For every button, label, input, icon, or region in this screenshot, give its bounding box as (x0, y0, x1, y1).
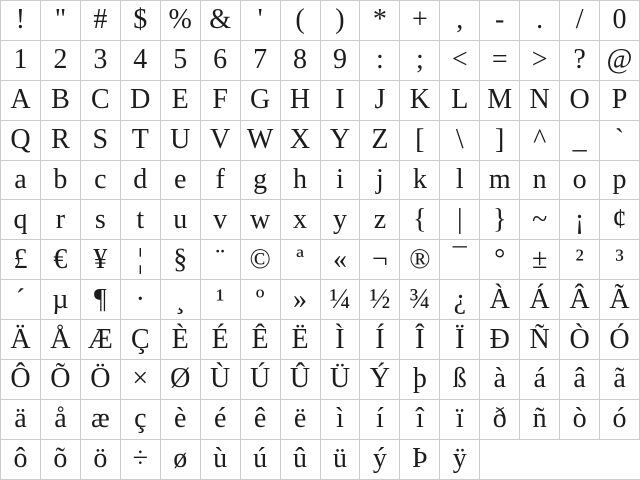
glyph-cell[interactable]: Î (400, 320, 440, 360)
glyph-cell[interactable]: T (121, 121, 161, 161)
glyph-cell[interactable]: Y (321, 121, 361, 161)
glyph-cell[interactable]: » (281, 280, 321, 320)
glyph-cell[interactable]: ê (241, 400, 281, 440)
glyph-cell[interactable]: ø (161, 440, 201, 480)
glyph-cell[interactable]: ß (440, 360, 480, 400)
glyph-cell[interactable]: Ã (600, 280, 640, 320)
glyph-cell[interactable]: p (600, 161, 640, 201)
glyph-cell[interactable]: h (281, 161, 321, 201)
glyph-cell[interactable]: o (560, 161, 600, 201)
glyph-cell[interactable]: j (360, 161, 400, 201)
glyph-cell[interactable]: z (360, 200, 400, 240)
glyph-cell[interactable]: a (1, 161, 41, 201)
glyph-cell[interactable]: ã (600, 360, 640, 400)
glyph-cell[interactable]: Ñ (520, 320, 560, 360)
glyph-cell[interactable]: @ (600, 41, 640, 81)
glyph-cell[interactable]: d (121, 161, 161, 201)
glyph-cell[interactable]: ¸ (161, 280, 201, 320)
glyph-cell[interactable]: © (241, 240, 281, 280)
glyph-cell[interactable]: à (480, 360, 520, 400)
glyph-cell[interactable]: ò (560, 400, 600, 440)
glyph-cell[interactable]: t (121, 200, 161, 240)
glyph-cell[interactable]: ¿ (440, 280, 480, 320)
glyph-cell[interactable]: 0 (600, 1, 640, 41)
glyph-cell[interactable]: q (1, 200, 41, 240)
glyph-cell[interactable]: n (520, 161, 560, 201)
glyph-cell[interactable]: ¬ (360, 240, 400, 280)
glyph-cell[interactable]: ¹ (201, 280, 241, 320)
glyph-cell[interactable]: Z (360, 121, 400, 161)
glyph-cell[interactable]: ¢ (600, 200, 640, 240)
glyph-cell[interactable]: > (520, 41, 560, 81)
glyph-cell[interactable]: _ (560, 121, 600, 161)
glyph-cell[interactable]: Ù (201, 360, 241, 400)
glyph-cell[interactable]: £ (1, 240, 41, 280)
glyph-cell[interactable]: º (241, 280, 281, 320)
glyph-cell[interactable]: % (161, 1, 201, 41)
glyph-cell[interactable]: ó (600, 400, 640, 440)
glyph-cell[interactable]: × (121, 360, 161, 400)
glyph-cell[interactable]: Ê (241, 320, 281, 360)
glyph-cell[interactable]: < (440, 41, 480, 81)
glyph-cell[interactable]: ô (1, 440, 41, 480)
glyph-cell[interactable]: · (121, 280, 161, 320)
glyph-cell[interactable]: : (360, 41, 400, 81)
glyph-cell[interactable]: ë (281, 400, 321, 440)
glyph-cell[interactable]: Ë (281, 320, 321, 360)
glyph-cell[interactable]: F (201, 81, 241, 121)
glyph-cell[interactable]: Ý (360, 360, 400, 400)
glyph-cell[interactable]: ) (321, 1, 361, 41)
glyph-cell[interactable]: 4 (121, 41, 161, 81)
glyph-cell[interactable]: ? (560, 41, 600, 81)
glyph-cell[interactable]: Ï (440, 320, 480, 360)
glyph-cell[interactable]: Ü (321, 360, 361, 400)
glyph-cell[interactable]: â (560, 360, 600, 400)
glyph-cell[interactable]: ² (560, 240, 600, 280)
empty-cell (520, 440, 560, 480)
glyph-cell[interactable]: k (400, 161, 440, 201)
glyph-cell[interactable]: L (440, 81, 480, 121)
glyph-cell[interactable]: ¾ (400, 280, 440, 320)
glyph-cell[interactable]: ° (480, 240, 520, 280)
glyph-cell[interactable]: { (400, 200, 440, 240)
glyph-cell[interactable]: Æ (81, 320, 121, 360)
glyph-cell[interactable]: À (480, 280, 520, 320)
glyph-cell[interactable]: þ (400, 360, 440, 400)
glyph-cell[interactable]: ª (281, 240, 321, 280)
glyph-cell[interactable]: * (360, 1, 400, 41)
glyph-cell[interactable]: É (201, 320, 241, 360)
glyph-cell[interactable]: ½ (360, 280, 400, 320)
glyph-cell[interactable]: Ð (480, 320, 520, 360)
glyph-cell[interactable]: Q (1, 121, 41, 161)
glyph-cell[interactable]: w (241, 200, 281, 240)
glyph-cell[interactable]: 7 (241, 41, 281, 81)
glyph-cell[interactable]: N (520, 81, 560, 121)
glyph-cell[interactable]: " (41, 1, 81, 41)
glyph-cell[interactable]: Â (560, 280, 600, 320)
glyph-cell[interactable]: ( (281, 1, 321, 41)
glyph-cell[interactable]: e (161, 161, 201, 201)
glyph-cell[interactable]: M (480, 81, 520, 121)
empty-cell (600, 440, 640, 480)
glyph-cell[interactable]: 5 (161, 41, 201, 81)
glyph-cell[interactable]: ¶ (81, 280, 121, 320)
glyph-cell[interactable]: ð (480, 400, 520, 440)
glyph-cell[interactable]: 3 (81, 41, 121, 81)
glyph-cell[interactable]: f (201, 161, 241, 201)
glyph-cell[interactable]: G (241, 81, 281, 121)
glyph-cell[interactable]: § (161, 240, 201, 280)
glyph-cell[interactable]: û (281, 440, 321, 480)
glyph-cell[interactable]: ÿ (440, 440, 480, 480)
glyph-cell[interactable]: 2 (41, 41, 81, 81)
glyph-cell[interactable]: ï (440, 400, 480, 440)
empty-cell (560, 440, 600, 480)
glyph-cell[interactable]: õ (41, 440, 81, 480)
glyph-cell[interactable]: Ó (600, 320, 640, 360)
glyph-cell[interactable]: y (321, 200, 361, 240)
glyph-cell[interactable]: $ (121, 1, 161, 41)
glyph-cell[interactable]: Û (281, 360, 321, 400)
glyph-cell[interactable]: s (81, 200, 121, 240)
glyph-cell[interactable]: ö (81, 440, 121, 480)
glyph-cell[interactable]: b (41, 161, 81, 201)
glyph-cell[interactable]: ¯ (440, 240, 480, 280)
glyph-cell[interactable]: A (1, 81, 41, 121)
glyph-cell[interactable]: Å (41, 320, 81, 360)
glyph-cell[interactable]: ^ (520, 121, 560, 161)
glyph-cell[interactable]: 1 (1, 41, 41, 81)
glyph-cell[interactable]: Ø (161, 360, 201, 400)
glyph-cell[interactable]: . (520, 1, 560, 41)
glyph-cell[interactable]: O (560, 81, 600, 121)
glyph-cell[interactable]: r (41, 200, 81, 240)
glyph-cell[interactable]: D (121, 81, 161, 121)
glyph-cell[interactable]: Ú (241, 360, 281, 400)
glyph-cell[interactable]: ¥ (81, 240, 121, 280)
glyph-cell[interactable]: & (201, 1, 241, 41)
glyph-cell[interactable]: € (41, 240, 81, 280)
glyph-cell[interactable]: Þ (400, 440, 440, 480)
glyph-cell[interactable]: ' (241, 1, 281, 41)
glyph-cell[interactable]: µ (41, 280, 81, 320)
glyph-cell[interactable]: ñ (520, 400, 560, 440)
glyph-cell[interactable]: | (440, 200, 480, 240)
glyph-cell[interactable]: / (560, 1, 600, 41)
glyph-cell[interactable]: Ô (1, 360, 41, 400)
glyph-cell[interactable]: i (321, 161, 361, 201)
glyph-cell[interactable]: [ (400, 121, 440, 161)
glyph-cell[interactable]: g (241, 161, 281, 201)
glyph-cell[interactable]: æ (81, 400, 121, 440)
empty-cell (480, 440, 520, 480)
glyph-cell[interactable]: , (440, 1, 480, 41)
glyph-cell[interactable]: R (41, 121, 81, 161)
glyph-cell[interactable]: Í (360, 320, 400, 360)
glyph-cell[interactable]: å (41, 400, 81, 440)
glyph-cell[interactable]: } (480, 200, 520, 240)
glyph-cell[interactable]: 9 (321, 41, 361, 81)
glyph-cell[interactable]: W (241, 121, 281, 161)
glyph-cell[interactable]: Ç (121, 320, 161, 360)
glyph-cell[interactable]: ¨ (201, 240, 241, 280)
glyph-cell[interactable]: « (321, 240, 361, 280)
glyph-cell[interactable]: ù (201, 440, 241, 480)
glyph-cell[interactable]: H (281, 81, 321, 121)
glyph-cell[interactable]: S (81, 121, 121, 161)
glyph-cell[interactable]: ÷ (121, 440, 161, 480)
glyph-cell[interactable]: x (281, 200, 321, 240)
glyph-cell[interactable]: K (400, 81, 440, 121)
glyph-cell[interactable]: î (400, 400, 440, 440)
glyph-cell[interactable]: ¡ (560, 200, 600, 240)
glyph-cell[interactable]: ; (400, 41, 440, 81)
glyph-cell[interactable]: - (480, 1, 520, 41)
glyph-cell[interactable]: l (440, 161, 480, 201)
glyph-cell[interactable]: ¼ (321, 280, 361, 320)
glyph-cell[interactable]: Ö (81, 360, 121, 400)
glyph-cell[interactable]: Ä (1, 320, 41, 360)
glyph-cell[interactable]: ± (520, 240, 560, 280)
glyph-cell[interactable]: ´ (1, 280, 41, 320)
glyph-cell[interactable]: B (41, 81, 81, 121)
glyph-cell[interactable]: u (161, 200, 201, 240)
glyph-cell[interactable]: ú (241, 440, 281, 480)
glyph-cell[interactable]: È (161, 320, 201, 360)
glyph-cell[interactable]: 6 (201, 41, 241, 81)
glyph-cell[interactable]: E (161, 81, 201, 121)
glyph-cell[interactable]: C (81, 81, 121, 121)
glyph-cell[interactable]: ~ (520, 200, 560, 240)
glyph-cell[interactable]: P (600, 81, 640, 121)
glyph-cell[interactable]: ý (360, 440, 400, 480)
glyph-cell[interactable]: m (480, 161, 520, 201)
glyph-cell[interactable]: = (480, 41, 520, 81)
glyph-cell[interactable]: Ì (321, 320, 361, 360)
glyph-cell[interactable]: c (81, 161, 121, 201)
glyph-cell[interactable]: í (360, 400, 400, 440)
glyph-cell[interactable]: v (201, 200, 241, 240)
glyph-cell[interactable]: \ (440, 121, 480, 161)
glyph-cell[interactable]: 8 (281, 41, 321, 81)
glyph-cell[interactable]: á (520, 360, 560, 400)
glyph-cell[interactable]: Ò (560, 320, 600, 360)
glyph-cell[interactable]: X (281, 121, 321, 161)
glyph-cell[interactable]: è (161, 400, 201, 440)
glyph-cell[interactable]: ` (600, 121, 640, 161)
glyph-cell[interactable]: I (321, 81, 361, 121)
glyph-cell[interactable]: U (161, 121, 201, 161)
glyph-cell[interactable]: + (400, 1, 440, 41)
glyph-cell[interactable]: ] (480, 121, 520, 161)
glyph-cell[interactable]: Õ (41, 360, 81, 400)
glyph-cell[interactable]: ä (1, 400, 41, 440)
glyph-cell[interactable]: ® (400, 240, 440, 280)
glyph-cell[interactable]: é (201, 400, 241, 440)
glyph-cell[interactable]: ü (321, 440, 361, 480)
glyph-cell[interactable]: J (360, 81, 400, 121)
glyph-cell[interactable]: # (81, 1, 121, 41)
glyph-cell[interactable]: V (201, 121, 241, 161)
glyph-cell[interactable]: Á (520, 280, 560, 320)
glyph-cell[interactable]: ¦ (121, 240, 161, 280)
glyph-cell[interactable]: ç (121, 400, 161, 440)
glyph-cell[interactable]: ì (321, 400, 361, 440)
glyph-cell[interactable]: ! (1, 1, 41, 41)
glyph-cell[interactable]: ³ (600, 240, 640, 280)
